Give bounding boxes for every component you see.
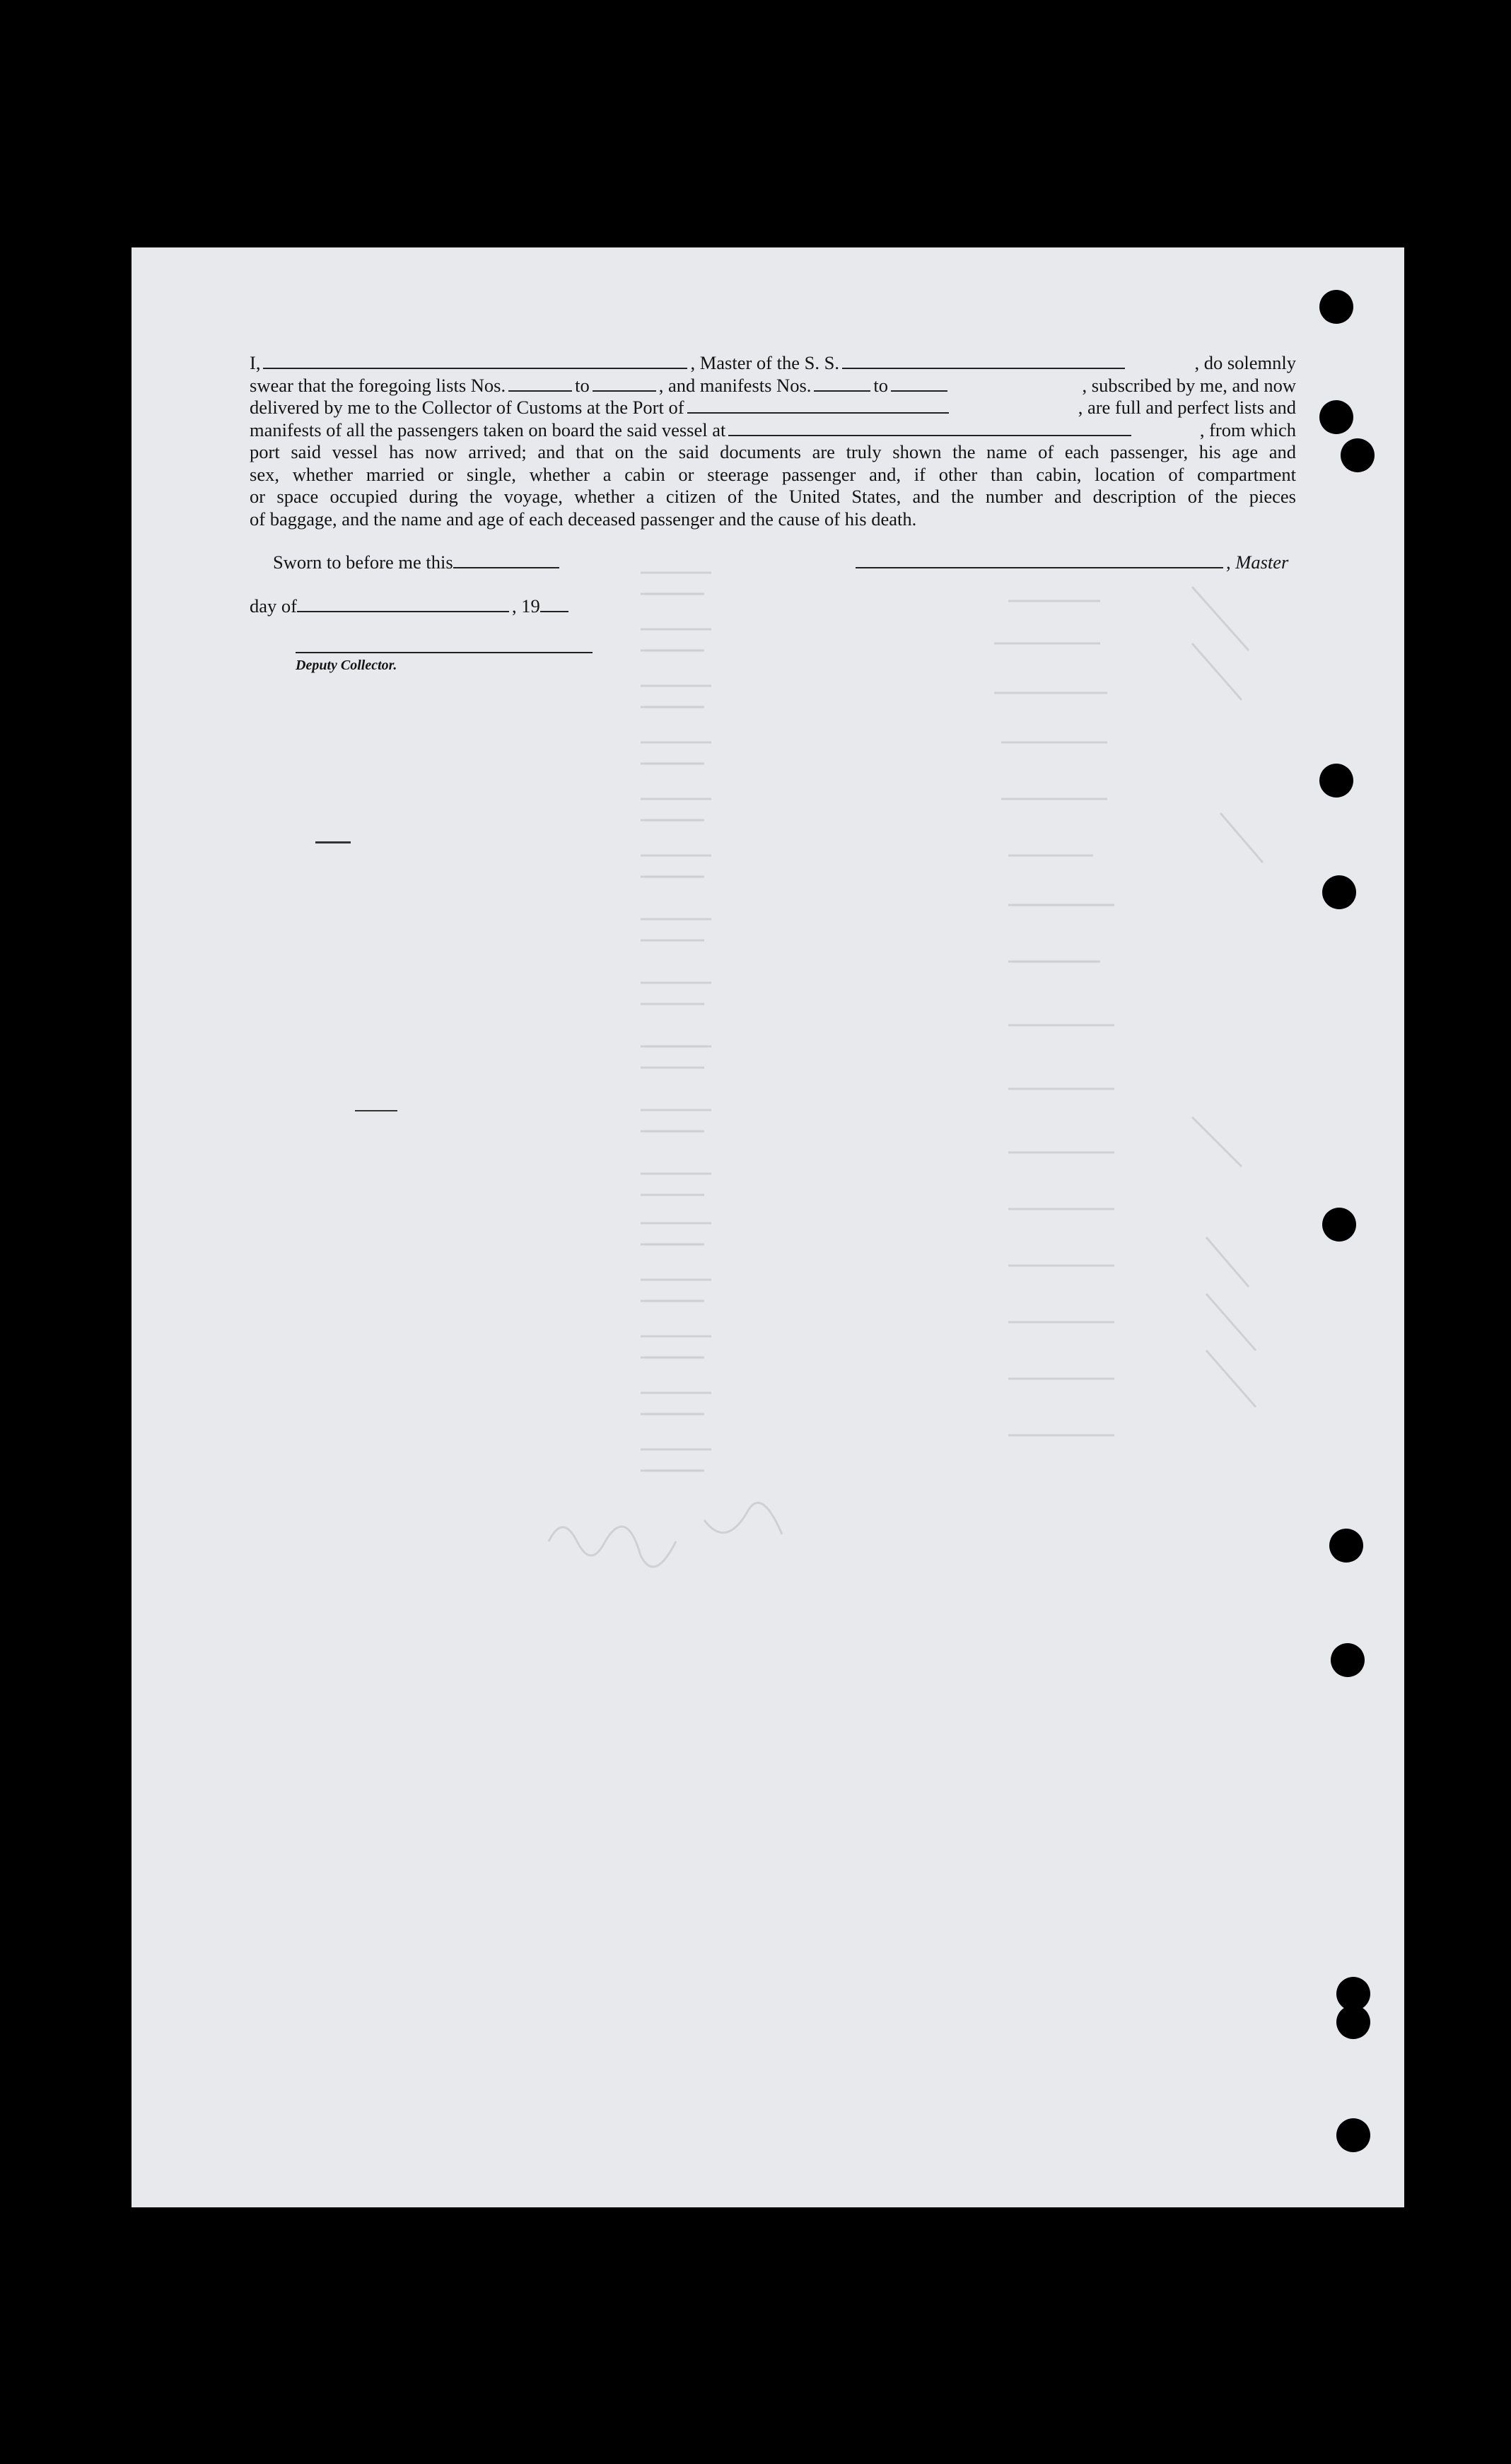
oath-line-5: port said vessel has now arrived; and that on the said documents are truly shown the name of each passenger, his age and — [250, 441, 1296, 462]
master-label: , Master — [1226, 551, 1289, 573]
punch-hole — [1322, 1208, 1356, 1242]
punch-hole — [1341, 438, 1375, 472]
oath-l2-a: swear that the foregoing lists Nos. — [250, 374, 506, 396]
bleed-through-area — [132, 247, 1404, 2207]
punch-hole — [1319, 764, 1353, 798]
punch-hole — [1319, 400, 1353, 434]
oath-l2-b: to — [575, 374, 590, 396]
oath-line-6: sex, whether married or single, whether a cabin or steerage passenger and, if other than cabin, location of compartment — [250, 463, 1296, 485]
punch-hole — [1336, 2005, 1370, 2039]
day-of-label: day of — [250, 595, 297, 617]
deputy-collector-label: Deputy Collector. — [296, 658, 397, 673]
oath-l4-b: , from which — [1199, 419, 1296, 440]
punch-hole — [1331, 1643, 1365, 1677]
year-prefix: , 19 — [511, 595, 540, 617]
punch-hole — [1336, 2118, 1370, 2152]
oath-l2-e: , subscribed by me, and now — [1082, 374, 1296, 396]
oath-l1-a: I, — [250, 352, 261, 373]
document-page — [132, 247, 1404, 2207]
oath-line-8: of baggage, and the name and age of each deceased passenger and the cause of his death. — [250, 508, 917, 530]
oath-l2-c: , and manifests Nos. — [658, 374, 812, 396]
punch-hole — [1319, 290, 1353, 324]
oath-l4-a: manifests of all the passengers taken on board the said vessel at — [250, 419, 726, 440]
stray-mark — [355, 1110, 397, 1111]
oath-l3-b: , are full and perfect lists and — [1078, 397, 1296, 418]
oath-line-7: or space occupied during the voyage, whether a citizen of the United States, and the number and description of the pieces — [250, 486, 1296, 507]
punch-hole — [1329, 1529, 1363, 1563]
oath-l3-a: delivered by me to the Collector of Customs at the Port of — [250, 397, 684, 418]
sworn-label: Sworn to before me this — [273, 551, 453, 573]
oath-l1-c: , do solemnly — [1194, 352, 1296, 373]
oath-l1-b: , Master of the S. S. — [690, 352, 839, 373]
stray-mark — [315, 841, 351, 843]
punch-hole — [1322, 875, 1356, 909]
oath-l2-d: to — [873, 374, 889, 396]
bleed-through-marks — [132, 247, 1404, 2207]
